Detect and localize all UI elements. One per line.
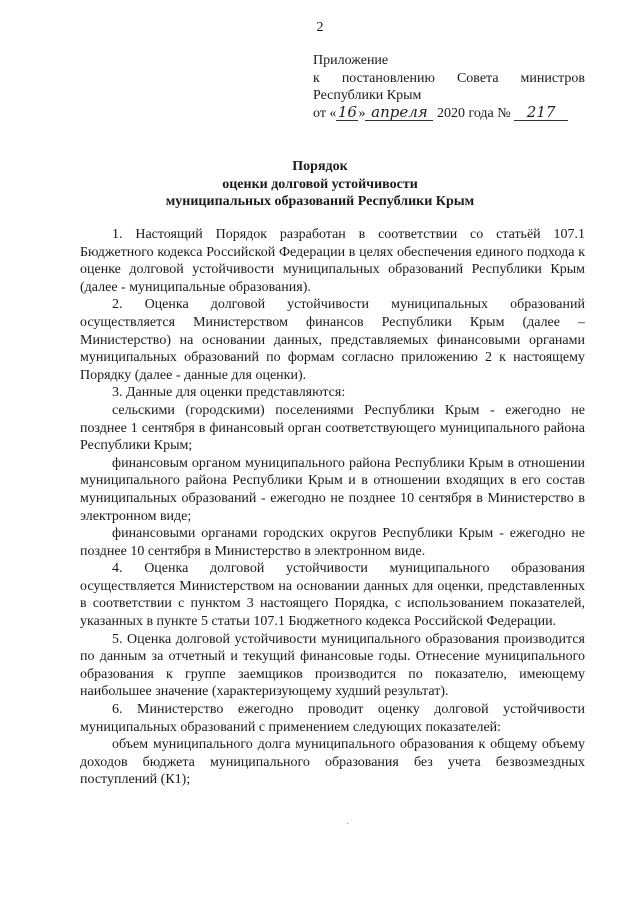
paragraph-3-rural: сельскими (городскими) поселениями Республики Крым - ежегодно не позднее 1 сентября в финансовый орган соответствующего муниципального района Республики Крым; (80, 402, 585, 454)
annex-header (313, 52, 585, 122)
paragraph-1: 1. Настоящий Порядок разработан в соответствии со статьёй 107.1 Бюджетного кодекса Российской Федерации в целях обеспечения единого подхода к оценке долговой устойчивости муниципальных образований Республики Крым (далее - муниципальные образования). (80, 227, 585, 295)
paragraph-3: 3. Данные для оценки представляются: (112, 385, 346, 401)
title-line-2: оценки долговой устойчивости (222, 176, 418, 192)
document-body (80, 226, 585, 789)
paragraph-6: 6. Министерство ежегодно проводит оценку долговой устойчивости муниципальных образований с применением следующих показателей: (80, 702, 585, 735)
date-quote-close: » (358, 105, 366, 121)
annex-republic-line: Республики Крым (313, 88, 422, 103)
paragraph-3-urban: финансовыми органами городских округов Республики Крым - ежегодно не позднее 10 сентября в Министерство в электронном виде. (80, 526, 585, 559)
annex-title: Приложение (313, 53, 389, 68)
paragraph-5: 5. Оценка долговой устойчивости муниципального образования производится по данным за отчетный и текущий финансовые годы. Отнесение муниципального образования к группе заемщиков производится по показателю, имеющему наибольшее значение (характеризующему худший результат). (80, 631, 585, 700)
paragraph-2: 2. Оценка долговой устойчивости муниципальных образований осуществляется Министерством финансов Республики Крым (далее – Министерство) на основании данных, представляемых финансовыми органами муниципальных образований по формам согласно приложению 2 к настоящему Порядку (далее - данные для оценки). (80, 297, 585, 383)
handwritten-decree-number: 217 (514, 105, 568, 121)
handwritten-day: 16 (337, 102, 357, 121)
document-title (0, 158, 640, 211)
page-number: 2 (316, 20, 324, 35)
paragraph-3-district: финансовым органом муниципального района Республики Крым в отношении муниципального района Республики Крым и в отношении входящих в его состав муниципальных образований - ежегодно не позднее 10 сентября в Министерство в электронном виде; (80, 455, 585, 524)
annex-date-line (313, 102, 585, 123)
scan-mark: ˙ (346, 822, 350, 833)
paragraph-4: 4. Оценка долговой устойчивости муниципального образования осуществляется Министерством на основании данных для оценки, представленных в соответствии с пунктом 3 настоящего Порядка, с использованием показателей, указанных в пункте 5 статьи 107.1 Бюджетного кодекса Российской Федерации. (80, 561, 585, 630)
title-line-3: муниципальных образований Республики Крым (165, 194, 475, 209)
annex-resolution-line: к постановлению Совета министров (313, 70, 585, 86)
date-year: 2020 года № (433, 105, 515, 121)
handwritten-month: апреля (365, 105, 433, 121)
paragraph-6-k1: объем муниципального долга муниципального образования к общему объему доходов бюджета муниципального образования без учета безвозмездных поступлений (К1); (80, 737, 585, 788)
title-line-1: Порядок (292, 159, 348, 174)
date-prefix: от « (313, 105, 337, 121)
